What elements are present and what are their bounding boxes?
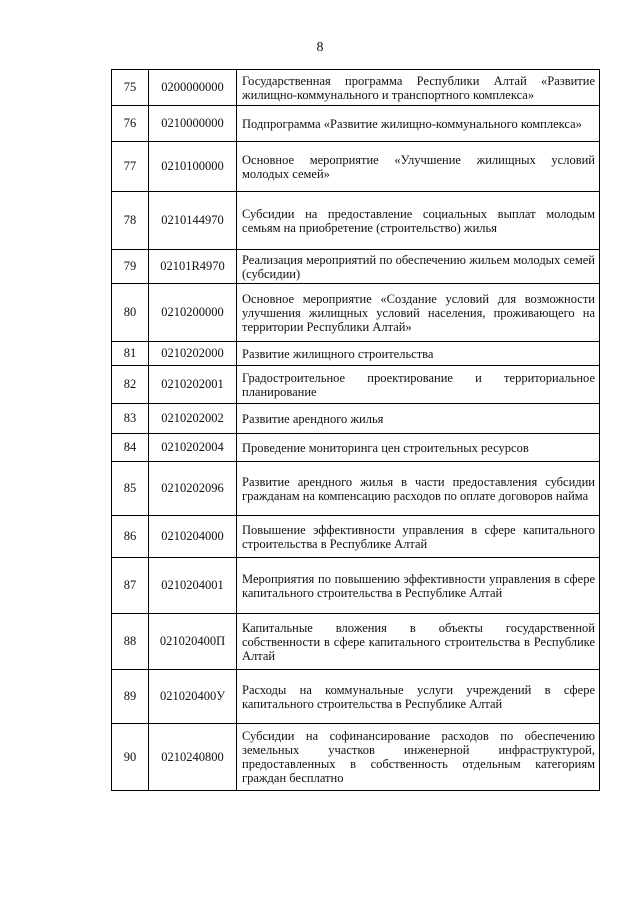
row-number: 83 [112,404,149,434]
row-name: Реализация мероприятий по обеспечению жильем молодых семей (субсидии) [237,250,600,284]
row-number: 86 [112,516,149,558]
row-code: 021020400П [149,614,237,670]
row-name: Государственная программа Республики Алтай «Развитие жилищно-коммунального и транспортного комплекса» [237,70,600,106]
table-row [112,670,600,724]
table-row [112,106,600,142]
row-number: 76 [112,106,149,142]
table-row [112,724,600,791]
row-number: 87 [112,558,149,614]
row-name: Градостроительное проектирование и территориальное планирование [237,366,600,404]
row-number: 79 [112,250,149,284]
table-row [112,284,600,342]
row-code: 0210000000 [149,106,237,142]
table-row [112,250,600,284]
row-name: Развитие арендного жилья [237,404,600,434]
row-name: Развитие арендного жилья в части предоставления субсидии гражданам на компенсацию расходов по оплате договоров найма [237,462,600,516]
row-number: 82 [112,366,149,404]
table-row [112,142,600,192]
table-row [112,462,600,516]
budget-code-table [111,69,600,791]
table-row [112,516,600,558]
row-code: 0210204000 [149,516,237,558]
row-name: Субсидии на предоставление социальных выплат молодым семьям на приобретение (строительство) жилья [237,192,600,250]
row-name: Подпрограмма «Развитие жилищно-коммунального комплекса» [237,106,600,142]
row-number: 90 [112,724,149,791]
row-code: 0200000000 [149,70,237,106]
row-code: 0210240800 [149,724,237,791]
page-number: 8 [316,40,324,55]
row-number: 78 [112,192,149,250]
table-row [112,434,600,462]
row-name: Расходы на коммунальные услуги учреждений в сфере капитального строительства в Республике Алтай [237,670,600,724]
table-row [112,614,600,670]
row-name: Повышение эффективности управления в сфере капитального строительства в Республике Алтай [237,516,600,558]
table-row [112,342,600,366]
row-code: 0210202096 [149,462,237,516]
row-name: Капитальные вложения в объекты государственной собственности в сфере капитального строительства в Республике Алтай [237,614,600,670]
table-row [112,192,600,250]
row-number: 80 [112,284,149,342]
row-name: Проведение мониторинга цен строительных ресурсов [237,434,600,462]
row-code: 0210202000 [149,342,237,366]
row-number: 85 [112,462,149,516]
row-name: Основное мероприятие «Улучшение жилищных условий молодых семей» [237,142,600,192]
row-code: 0210100000 [149,142,237,192]
row-number: 89 [112,670,149,724]
row-name: Основное мероприятие «Создание условий для возможности улучшения жилищных условий населения, проживающего на территории Республики Алтай» [237,284,600,342]
table-row [112,70,600,106]
row-code: 0210200000 [149,284,237,342]
row-number: 77 [112,142,149,192]
row-code: 0210202001 [149,366,237,404]
table-row [112,558,600,614]
row-code: 0210202002 [149,404,237,434]
row-name: Мероприятия по повышению эффективности управления в сфере капитального строительства в Республике Алтай [237,558,600,614]
table-row [112,366,600,404]
row-number: 84 [112,434,149,462]
row-name: Субсидии на софинансирование расходов по обеспечению земельных участков инженерной инфраструктурой, предоставленных в собственность отдельным категориям граждан бесплатно [237,724,600,791]
row-number: 75 [112,70,149,106]
row-code: 0210204001 [149,558,237,614]
table-row [112,404,600,434]
row-code: 0210144970 [149,192,237,250]
row-name: Развитие жилищного строительства [237,342,600,366]
row-code: 021020400У [149,670,237,724]
row-code: 02101R4970 [149,250,237,284]
row-number: 88 [112,614,149,670]
row-number: 81 [112,342,149,366]
row-code: 0210202004 [149,434,237,462]
